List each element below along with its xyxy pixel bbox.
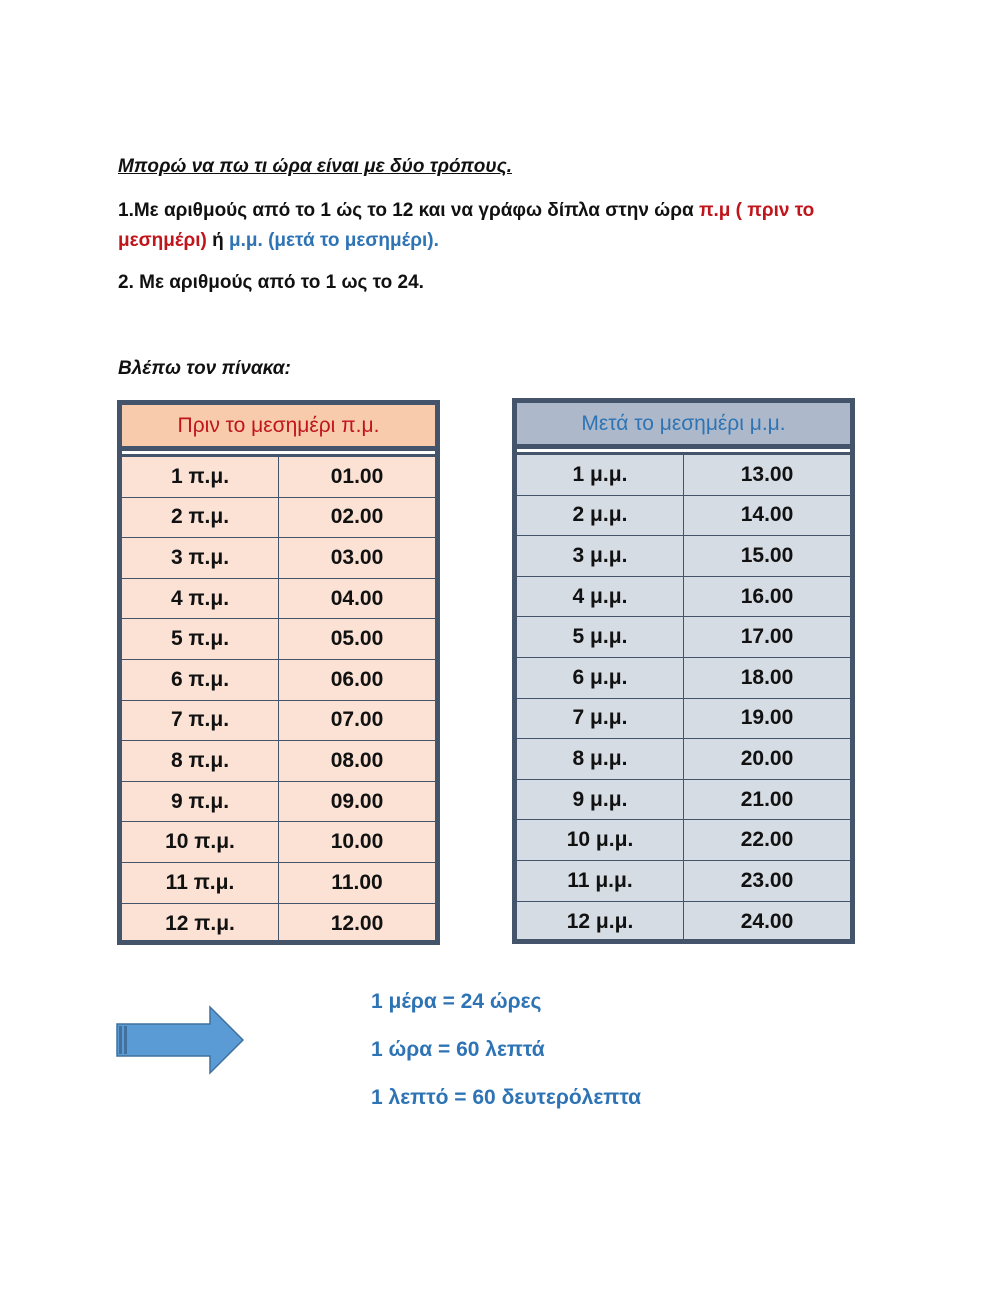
- time-label-cell: 12 π.μ.: [122, 904, 279, 945]
- time-24h-cell: 09.00: [330, 789, 384, 813]
- table-row: [122, 619, 435, 660]
- time-24h-cell: 21.00: [740, 787, 794, 811]
- time-24h-cell: 24.00: [740, 909, 794, 933]
- am-table-rows: [122, 457, 435, 944]
- rule-line-1-text: 1.Με αριθμούς από το 1 ώς το 12 και να γράφω δίπλα στην ώρα: [118, 200, 699, 221]
- time-label-cell: 9 π.μ.: [122, 782, 279, 822]
- time-24h-cell: 15.00: [740, 543, 794, 567]
- fact-minute: 1 λεπτό = 60 δευτερόλεπτα: [371, 1086, 642, 1109]
- time-label-cell: 3 μ.μ.: [517, 536, 684, 576]
- time-24h-cell: 04.00: [330, 586, 384, 610]
- time-24h-cell: 14.00: [740, 503, 794, 527]
- time-label-cell: 8 π.μ.: [122, 741, 279, 781]
- rule-line-2: 2. Με αριθμούς από το 1 ως το 24.: [118, 272, 424, 293]
- table-row: [122, 660, 435, 701]
- rule-line-1: [118, 196, 878, 256]
- page-heading: Μπορώ να πω τι ώρα είναι με δύο τρόπους.: [118, 156, 513, 177]
- table-row: [517, 496, 850, 537]
- am-highlight: π.μ ( πριν το μεσημέρι): [118, 200, 815, 251]
- time-label-cell: 11 μ.μ.: [517, 861, 684, 901]
- time-24h-cell: 03.00: [330, 545, 384, 569]
- time-24h-cell: 19.00: [740, 706, 794, 730]
- table-row: [517, 577, 850, 618]
- pm-table-title: Μετά το μεσημέρι μ.μ.: [517, 403, 850, 449]
- table-row: [517, 902, 850, 943]
- table-row: [122, 701, 435, 742]
- time-24h-cell: 16.00: [740, 584, 794, 608]
- time-label-cell: 2 μ.μ.: [517, 496, 684, 536]
- time-label-cell: 4 μ.μ.: [517, 577, 684, 617]
- time-label-cell: 11 π.μ.: [122, 863, 279, 903]
- time-24h-cell: 06.00: [330, 667, 384, 691]
- table-row: [122, 741, 435, 782]
- am-table: [117, 400, 440, 945]
- time-label-cell: 1 μ.μ.: [517, 455, 684, 495]
- or-text: ή: [206, 230, 229, 251]
- time-label-cell: 6 π.μ.: [122, 660, 279, 700]
- table-row: [122, 822, 435, 863]
- time-24h-cell: 13.00: [740, 462, 794, 486]
- table-row: [517, 739, 850, 780]
- table-row: [517, 455, 850, 496]
- time-24h-cell: 22.00: [740, 828, 794, 852]
- table-row: [517, 820, 850, 861]
- time-label-cell: 3 π.μ.: [122, 538, 279, 578]
- time-label-cell: 4 π.μ.: [122, 579, 279, 619]
- fact-day: 1 μέρα = 24 ώρες: [371, 990, 542, 1013]
- table-row: [122, 538, 435, 579]
- time-label-cell: 5 π.μ.: [122, 619, 279, 659]
- time-label-cell: 7 μ.μ.: [517, 699, 684, 739]
- time-24h-cell: 23.00: [740, 868, 794, 892]
- time-24h-cell: 18.00: [740, 665, 794, 689]
- time-24h-cell: 08.00: [330, 748, 384, 772]
- table-row: [517, 658, 850, 699]
- table-row: [122, 579, 435, 620]
- time-24h-cell: 07.00: [330, 708, 384, 732]
- table-row: [517, 699, 850, 740]
- fact-hour: 1 ώρα = 60 λεπτά: [371, 1038, 545, 1061]
- pm-table-rows: [517, 455, 850, 942]
- right-arrow-icon: [115, 1005, 247, 1075]
- time-label-cell: 12 μ.μ.: [517, 902, 684, 943]
- am-table-title: Πριν το μεσημέρι π.μ.: [122, 405, 435, 451]
- time-24h-cell: 01.00: [330, 464, 384, 488]
- look-at-table-label: Βλέπω τον πίνακα:: [118, 358, 291, 379]
- time-label-cell: 1 π.μ.: [122, 457, 279, 497]
- time-label-cell: 10 μ.μ.: [517, 820, 684, 860]
- table-row: [122, 457, 435, 498]
- pm-highlight: μ.μ. (μετά το μεσημέρι).: [228, 230, 439, 251]
- time-label-cell: 7 π.μ.: [122, 701, 279, 741]
- time-24h-cell: 05.00: [330, 627, 384, 651]
- time-label-cell: 6 μ.μ.: [517, 658, 684, 698]
- table-row: [517, 617, 850, 658]
- time-label-cell: 2 π.μ.: [122, 498, 279, 538]
- time-label-cell: 8 μ.μ.: [517, 739, 684, 779]
- table-row: [122, 863, 435, 904]
- time-label-cell: 5 μ.μ.: [517, 617, 684, 657]
- time-label-cell: 9 μ.μ.: [517, 780, 684, 820]
- table-row: [517, 780, 850, 821]
- table-row: [122, 782, 435, 823]
- time-24h-cell: 20.00: [740, 746, 794, 770]
- time-24h-cell: 11.00: [331, 870, 383, 894]
- time-24h-cell: 02.00: [330, 505, 384, 529]
- table-row: [122, 498, 435, 539]
- time-24h-cell: 17.00: [740, 625, 794, 649]
- table-row: [517, 536, 850, 577]
- time-24h-cell: 12.00: [330, 911, 384, 935]
- time-label-cell: 10 π.μ.: [122, 822, 279, 862]
- table-row: [517, 861, 850, 902]
- time-24h-cell: 10.00: [330, 830, 384, 854]
- table-row: [122, 904, 435, 945]
- pm-table: [512, 398, 855, 944]
